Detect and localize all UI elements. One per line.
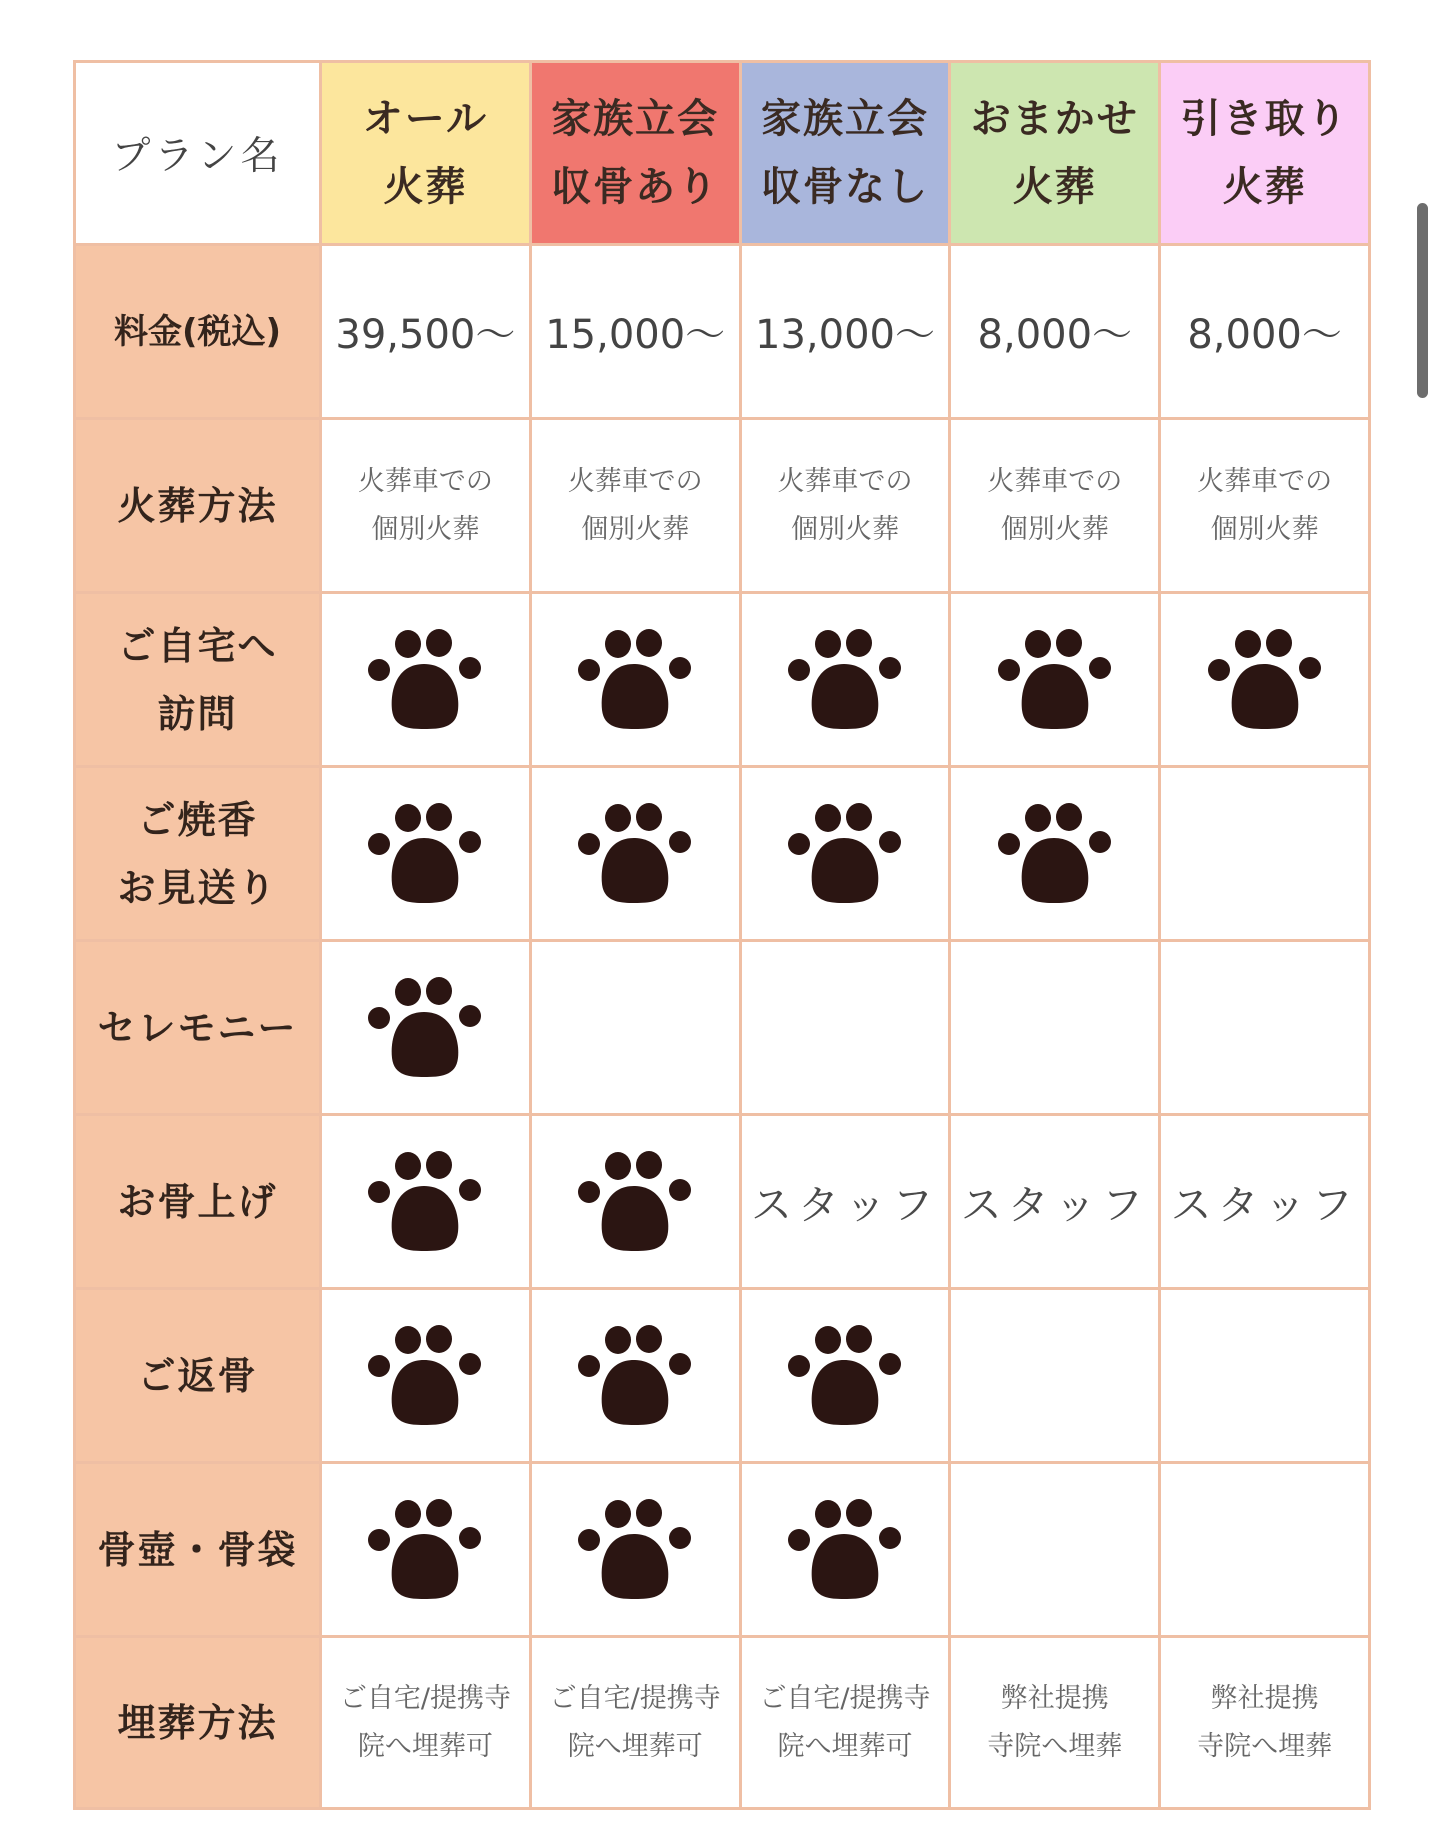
burial-value: ご自宅/提携寺 院へ埋葬可 bbox=[321, 1637, 531, 1809]
paw-icon bbox=[576, 1498, 694, 1602]
plan-name-header: プラン名 bbox=[75, 62, 321, 245]
urn-cell bbox=[321, 1463, 531, 1637]
paw-icon bbox=[576, 1150, 694, 1254]
bones-cell bbox=[321, 1115, 531, 1289]
paw-icon bbox=[366, 628, 484, 732]
burial-value: 弊社提携 寺院へ埋葬 bbox=[950, 1637, 1160, 1809]
paw-icon bbox=[576, 1324, 694, 1428]
method-label: 火葬方法 bbox=[75, 419, 321, 593]
visit-cell bbox=[530, 593, 740, 767]
bones-label: お骨上げ bbox=[75, 1115, 321, 1289]
plan-header-line1: おまかせ bbox=[970, 96, 1139, 142]
bones-row bbox=[75, 1115, 1370, 1289]
paw-icon bbox=[786, 1498, 904, 1602]
return-cell bbox=[950, 1289, 1160, 1463]
paw-icon bbox=[366, 976, 484, 1080]
plan-header-family-without bbox=[740, 62, 950, 245]
visit-cell bbox=[1160, 593, 1370, 767]
visit-cell bbox=[950, 593, 1160, 767]
ceremony-cell bbox=[740, 941, 950, 1115]
ceremony-cell bbox=[530, 941, 740, 1115]
visit-label: ご自宅へ 訪問 bbox=[75, 593, 321, 767]
urn-row bbox=[75, 1463, 1370, 1637]
paw-icon bbox=[996, 628, 1114, 732]
plan-header-line1: オール bbox=[362, 96, 488, 142]
plan-header-line1: 家族立会 bbox=[551, 96, 720, 142]
plan-header-omakase bbox=[950, 62, 1160, 245]
burial-value: 弊社提携 寺院へ埋葬 bbox=[1160, 1637, 1370, 1809]
price-value: 39,500〜 bbox=[321, 245, 531, 419]
plan-header-line2: 火葬 bbox=[1012, 164, 1097, 210]
plan-header-line2: 収骨なし bbox=[760, 164, 929, 210]
urn-label: 骨壺・骨袋 bbox=[75, 1463, 321, 1637]
visit-cell bbox=[321, 593, 531, 767]
incense-row bbox=[75, 767, 1370, 941]
paw-icon bbox=[786, 802, 904, 906]
header-row bbox=[75, 62, 1370, 245]
paw-icon bbox=[366, 1324, 484, 1428]
price-label: 料金(税込) bbox=[75, 245, 321, 419]
return-label: ご返骨 bbox=[75, 1289, 321, 1463]
paw-icon bbox=[786, 628, 904, 732]
price-value: 8,000〜 bbox=[950, 245, 1160, 419]
return-cell bbox=[321, 1289, 531, 1463]
price-row bbox=[75, 245, 1370, 419]
paw-icon bbox=[996, 802, 1114, 906]
paw-icon bbox=[786, 1324, 904, 1428]
paw-icon bbox=[576, 628, 694, 732]
staff-text: スタッフ bbox=[740, 1115, 950, 1289]
return-cell bbox=[530, 1289, 740, 1463]
plan-header-pickup bbox=[1160, 62, 1370, 245]
visit-row bbox=[75, 593, 1370, 767]
plan-header-line2: 収骨あり bbox=[551, 164, 720, 210]
plan-comparison-table bbox=[73, 60, 1371, 1810]
plan-header-line1: 引き取り bbox=[1180, 96, 1349, 142]
burial-row bbox=[75, 1637, 1370, 1809]
burial-value: ご自宅/提携寺 院へ埋葬可 bbox=[530, 1637, 740, 1809]
plan-header-all bbox=[321, 62, 531, 245]
incense-label: ご焼香 お見送り bbox=[75, 767, 321, 941]
plan-header-line1: 家族立会 bbox=[760, 96, 929, 142]
plan-header-family-with bbox=[530, 62, 740, 245]
return-cell bbox=[740, 1289, 950, 1463]
incense-cell bbox=[530, 767, 740, 941]
plan-header-line2: 火葬 bbox=[383, 164, 468, 210]
method-value: 火葬車での 個別火葬 bbox=[530, 419, 740, 593]
return-cell bbox=[1160, 1289, 1370, 1463]
method-row bbox=[75, 419, 1370, 593]
ceremony-cell bbox=[950, 941, 1160, 1115]
method-value: 火葬車での 個別火葬 bbox=[950, 419, 1160, 593]
plan-header-line2: 火葬 bbox=[1222, 164, 1307, 210]
method-value: 火葬車での 個別火葬 bbox=[1160, 419, 1370, 593]
staff-text: スタッフ bbox=[950, 1115, 1160, 1289]
urn-cell bbox=[1160, 1463, 1370, 1637]
burial-label: 埋葬方法 bbox=[75, 1637, 321, 1809]
urn-cell bbox=[530, 1463, 740, 1637]
urn-cell bbox=[950, 1463, 1160, 1637]
burial-value: ご自宅/提携寺 院へ埋葬可 bbox=[740, 1637, 950, 1809]
ceremony-cell bbox=[321, 941, 531, 1115]
price-value: 15,000〜 bbox=[530, 245, 740, 419]
paw-icon bbox=[366, 1150, 484, 1254]
incense-cell bbox=[1160, 767, 1370, 941]
vertical-scrollbar[interactable] bbox=[1417, 203, 1428, 398]
ceremony-cell bbox=[1160, 941, 1370, 1115]
paw-icon bbox=[366, 1498, 484, 1602]
paw-icon bbox=[366, 802, 484, 906]
ceremony-label: セレモニー bbox=[75, 941, 321, 1115]
visit-cell bbox=[740, 593, 950, 767]
paw-icon bbox=[1206, 628, 1324, 732]
bones-cell bbox=[530, 1115, 740, 1289]
incense-cell bbox=[740, 767, 950, 941]
return-row bbox=[75, 1289, 1370, 1463]
incense-cell bbox=[321, 767, 531, 941]
method-value: 火葬車での 個別火葬 bbox=[321, 419, 531, 593]
urn-cell bbox=[740, 1463, 950, 1637]
price-value: 8,000〜 bbox=[1160, 245, 1370, 419]
paw-icon bbox=[576, 802, 694, 906]
staff-text: スタッフ bbox=[1160, 1115, 1370, 1289]
incense-cell bbox=[950, 767, 1160, 941]
price-value: 13,000〜 bbox=[740, 245, 950, 419]
method-value: 火葬車での 個別火葬 bbox=[740, 419, 950, 593]
ceremony-row bbox=[75, 941, 1370, 1115]
